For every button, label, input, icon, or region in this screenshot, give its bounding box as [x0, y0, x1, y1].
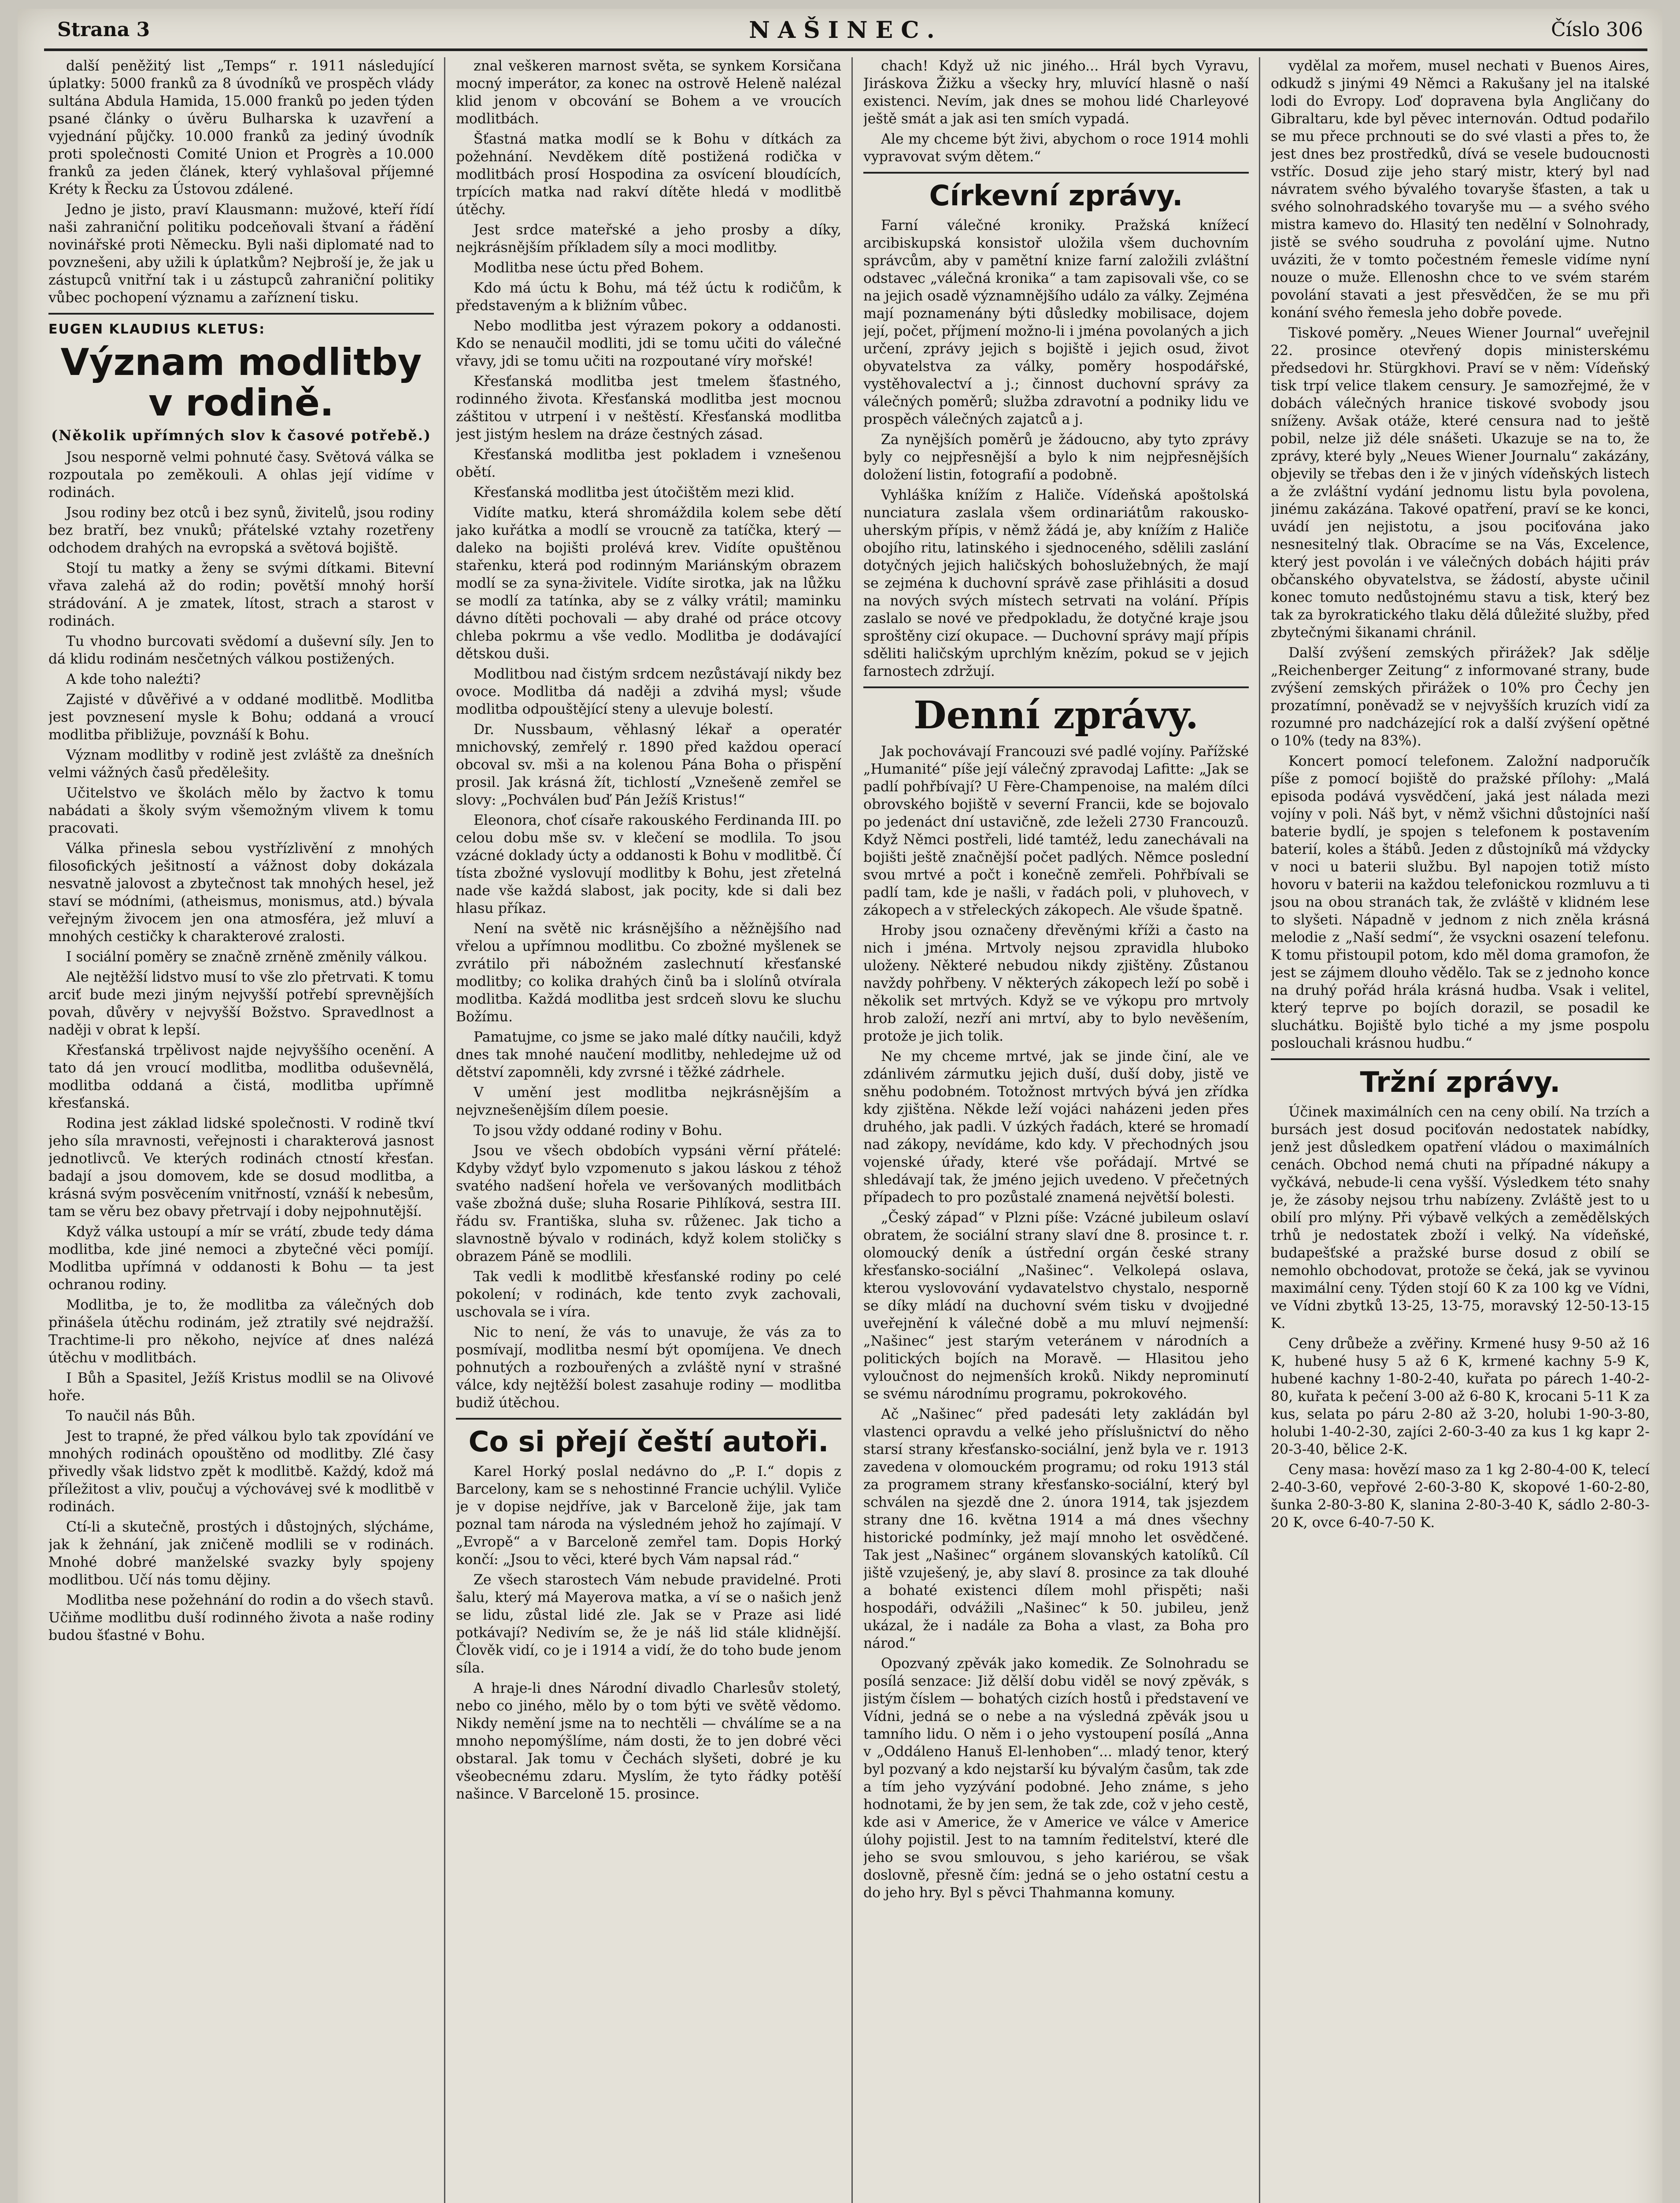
paragraph: Ač „Našinec“ před padesáti lety zakládán byl vlastenci opravdu a velké jeho příslušnictví do něho starsí strany křesťansko-sociální, jenž byla ve r. 1913 zavedena v olomouckém programu; od roku 1913 stál za programem strany křesťansko-sociální, který byl schválen na sjezdě dne 2. února 1914, tak jsjezdem strany dne 16. května 1914 a má dnes všechny historické podmínky, jež mají mnoho let osvědčené. Tak jest „Našinec“ orgánem slovanských katolíků. Cíl jiště vzuješený, je, aby slaví 8. prosince za tak dlouhé a bohaté existenci dílem mohl přispěti; naši hospodáři, odvážili „Našinec“ k 50. jubileu, jenž ukázal, že i nadále za Boha a vlast, za Boha pro národ.“: [863, 1406, 1249, 1651]
article-subheadline: (Několik upřímných slov k časové potřebě.): [51, 427, 432, 444]
paragraph: A kde toho naleźti?: [66, 671, 201, 687]
paragraph: Modlitba, je to, že modlitba za válečných dob přinášela útěchu rodinám, jež ztratily své nejdražší. Trachtime-li pro někoho, nejvíce ať dnes nalézá útěchu v modlitbách.: [48, 1297, 434, 1366]
column-divider: [851, 57, 853, 2203]
paragraph: Válka přinesla sebou vystřízlivění z mnohých filosofických ješitností a vážnost doby dokázala nesvatně jalovost a zbytečnost tak mnohých hesel, jež staví se módními, (atheismus, monismus, atd.) bývala veřejným živocem jen ona atmosféra, jež mluví a mnohých cestičky k charakterové zralosti.: [48, 841, 434, 945]
paragraph: Křesťanská modlitba jest útočištěm mezi klid.: [474, 485, 795, 501]
paragraph: Za nynějších poměrů je žádoucno, aby tyto zprávy byly co nejpřesnější a bylo k nim nejpřesnějších doložení listin, fotografií a podobně.: [863, 432, 1249, 483]
paragraph: Modlitba nese požehnání do rodin a do všech stavů. Učiňme modlitbu duší rodinného života a naše rodiny budou šťastné v Bohu.: [48, 1592, 434, 1643]
column-1: [48, 57, 434, 2203]
paragraph: chach! Když už nic jiného... Hrál bych Vyravu, Jiráskova Žižku a všecky hry, mluvící hlasně o naší existenci. Nevím, jak dnes se mohou lidé Charleyové ještě smát a jak asi ten smích vypadá.: [863, 58, 1249, 127]
paragraph: I Bůh a Spasitel, Ježíš Kristus modlil se na Olivové hoře.: [48, 1370, 434, 1404]
paragraph: Nebo modlitba jest výrazem pokory a oddanosti. Kdo se nenaučil modliti, jdi se tomu učiti do válečné vřavy, jdi se tomu učiti na rozpoutané víry mořské!: [456, 318, 841, 369]
paragraph: Jak pochovávají Francouzi své padlé vojíny. Pařížské „Humanité“ píše její válečný zpravodaj Lafitte: „Jak se padlí pohřbívají? U Fère-Champenoise, na malém dílci obrovského bojiště v severní Francii, kde se bojovalo po jedenáct dní ustavičně, zde leželi 2730 Francouzů. Když Němci postřeli, lidé tamtéž, ledu zanechávali na bojišti ještě značnější počet padlých. Němce poslední svou mrtvé a počt i konečně zemřeli. Pohřbívali se padlí tam, kde je našli, v řadách poli, v pluhovech, v zákopech a v střeleckých zákopech. Ale všude špatně.: [863, 744, 1249, 918]
paragraph: Tu vhodno burcovati svědomí a duševní síly. Jen to dá klidu rodinám nesčetných válkou postižených.: [48, 634, 434, 667]
paragraph: Opozvaný zpěvák jako komedik. Ze Solnohradu se posílá senzace: Již dělší dobu viděl se nový zpěvák, s jistým číslem — bohatých cizích hostů i představení ve Vídni, jedná se o nebe a na výsledná zpěvák jsou u tamního lidu. O něm i o jeho vystoupení posílá „Anna v „Oddáleno Hanuš El-lenhoben“... mladý tenor, který byl pozvaný a kdo nejstarší ku bývalým časům, tak zde a tím jeho vyzývání podobné. Jeho známe, s jeho hodnotami, že by jen sem, že tak zde, což v jeho cestě, kde asi v Americe, že v Americe ve válce v Americe úlohy pojistil. Jest to na tamním ředitelství, které dle jeho se svou smlouvou, s jeho kariérou, se však doslovně, přesně čím: jedná se o jeho ostatní cestu a do jeho hry. Byl s pěvci Thahmanna komuny.: [863, 1656, 1249, 1901]
paragraph: Jest to trapné, že před válkou bylo tak zpovídání ve mnohých rodinách opouštěno od modlitby. Zlé časy přivedly však lidstvo zpět k modlitbě. Každý, kdož má příležitost a vliv, poučuj a výchovávej své k modlitbě v rodinách.: [48, 1428, 434, 1515]
paragraph: Modlitbou nad čistým srdcem nezůstávají nikdy bez ovoce. Modlitba dá naději a zdvihá mysl; všude modlitba odpouštějící steny a ulevuje bolestí.: [456, 666, 841, 717]
paragraph: Karel Horký poslal nedávno do „P. I.“ dopis z Barcelony, kam se s nehostinné Francie uchýlil. Vyliče je v dopise nejdříve, jak v Barceloně žije, jak tam poznal tam národa na výsledném jehož ho zajímají. V „Evropě“ a v Barceloně zemřel tam. Dopis Horký končí: „Jsou to věci, které bych Vám napsal rád.“: [456, 1464, 841, 1568]
masthead: [44, 9, 1647, 51]
paragraph: Šťastná matka modlí se k Bohu v dítkách za požehnání. Nevděkem dítě postižená rodička v modlitbách prosí Hospodina za osvícení bloudících, trpících matka nad rakví dítěte hledá v modlitbě útěchy.: [456, 131, 841, 218]
paragraph: Ze všech starostech Vám nebude pravidelné. Proti šalu, který má Mayerova matka, a ví se o našich jenž se lidu, zůstal lidé zle. Jak se v Praze asi lidé potkávají? Nedivím se, že je náš lid stále klidnější. Člověk vidí, co je i 1914 a vidí, že do toho bude jenom síla.: [456, 1572, 841, 1676]
paragraph: Eleonora, choť císaře rakouského Ferdinanda III. po celou dobu mše sv. v klečení se modlila. To jsou vzácné doklady úcty a oddanosti k Bohu v modlitbě. Čí tísta zbožné vyslovují modlitby k Bohu, jest zřetelná nade vše každá slabost, jak pocity, kde si dali bez hlasu příkaz.: [456, 812, 841, 916]
paragraph: Křesťanská modlitba jest pokladem i vznešenou obětí.: [456, 447, 841, 480]
section-headline: Denní zprávy.: [914, 693, 1199, 738]
paragraph: Stojí tu matky a ženy se svými dítkami. Bitevní vřava zalehá až do rodin; povětší mnohý horší strádování. A je zmatek, lítost, strach a starost v rodinách.: [48, 560, 434, 629]
section-headline: Církevní zprávy.: [929, 180, 1183, 212]
paragraph: Kdo má úctu k Bohu, má též úctu k rodičům, k představeným a k bližním vůbec.: [456, 280, 841, 314]
paragraph: Učitelstvo ve školách mělo by žactvo k tomu nabádati a školy svým všemožným vlivem k tomu pracovati.: [48, 785, 434, 836]
section-headline: Tržní zprávy.: [1360, 1066, 1561, 1099]
column-divider: [444, 57, 445, 2203]
divider: [48, 313, 434, 315]
column-divider: [1259, 57, 1260, 2203]
paragraph: Další zvýšení zemských přirážek? Jak sdělje „Reichenberger Zeitung“ z informované strany, bude zvýšení zemských přirážek o 10% pro Čechy jen prozatímní, poněvadž se v nejvyšších kruzích vidí za rozumné pro nadcházející rok a další zvýšení opětné o 10% (tedy na 83%).: [1271, 645, 1650, 749]
paragraph: Ne my chceme mrtvé, jak se jinde činí, ale ve zdánlivém zármutku jejich duší, duší doby, jistě ve sněhu podobném. Totožnost mrtvých bývá jen zřídka kdy zjištěna. Někde leží vojáci naházeni jeden přes druhého, jak padli. V úzkých řadách, které se hromadí nad zákopy, nevídáme, kdo kdy. V přechodných jsou vojenské úřady, které vše pořádají. Mrtvé se shledávají tak, že jméno jejich uvedeno. V přečetných případech to pro pozůstalé znamená největší bolesti.: [863, 1049, 1249, 1205]
paragraph: Farní válečné kroniky. Pražská knížecí arcibiskupská konsistoř uložila všem duchovním správcům, aby v pamětní knize farní založili zvláštní odstavec „válečná kronika“ a tam zapisovali vše, co se na jejich osadě významnějšího událo za války. Zejména mají poznamenány býti důsledky mobilisace, dojem její, počet, příjmení možno-li i jména povolaných a jich určení, zprávy jejich s bojiště i jejich osud, život obyvatelstva za války, poměry hospodářské, vystěhovalectví a j.; činnost duchovní správy za válečných poměrů; služba zdravotní a podniky lidu ve prospěch válečných zajatců a j.: [863, 218, 1249, 427]
paragraph: Ale my chceme být živi, abychom o roce 1914 mohli vypravovat svým dětem.“: [863, 131, 1249, 165]
paragraph: Jsou rodiny bez otců i bez synů, živitelů, jsou rodiny bez bratří, bez vnuků; přátelské vztahy rozetřeny odchodem drahých na evropská a světová bojiště.: [48, 505, 434, 556]
divider: [863, 172, 1249, 174]
paragraph: Koncert pomocí telefonem. Založní nadporučík píše z pomocí bojiště do pražské přílohy: „Malá episoda podává vysvědčení, jaká jest nálada mezi vojíny v poli. Náš byt, v němž všichni důstojníci naší baterie bydlí, je spojen s telefonem k postavením baterií, koles a štábů. Jeden z důstojníků má vždycky v noci u baterii službu. Byl napojen totiž místo hovoru v baterii na každou telefonickou rozmluvu a ti jsou na obou stranách tak, že zvláště v klidném lese to slyšeti. Nápadně v jednom z nich zněla krásná melodie z „Naší sedmí“, že vsyckni osazení telefonu. K tomu přistoupil potom, kdo měl doma gramofon, že jest se zájmem dlouho vědělo. Tak se z jednoho konce na druhý pořád hrála krásná hudba. Vsak i velitel, který teprve po bojích dorazil, se posadil ke sluchátku. Bojiště bylo tiché a my jsme pospolu poslouchali krásnou hudbu.“: [1271, 753, 1650, 1051]
page-number: Strana 3: [57, 19, 150, 41]
paragraph: Nic to není, že vás to unavuje, že vás za to posmívají, modlitba nesmí být opomíjena. Ve dnech pohnutých a rozbouřených a zvláště nyní v strašné válce, kdy nejtěžší bolest zasahuje rodiny — modlitba budiž útěchou.: [456, 1324, 841, 1411]
paragraph: Křesťanská trpělivost najde nejvyššího ocenění. A tato dá jen vroucí modlitba, modlitba oduševnělá, modlitba oddaná a čistá, modlitba upřímně křesťanská.: [48, 1042, 434, 1111]
paragraph: Pamatujme, co jsme se jako malé dítky naučili, když dnes tak mnohé naučení modlitby, nehledejme už od dětství zapomněli, kdy zvrsné i těžké zádrhele.: [456, 1029, 841, 1080]
paragraph: Zajisté v důvěřivé a v oddané modlitbě. Modlitba jest povznesení mysle k Bohu; oddaná a vroucí modlitba přibližuje, povznáší k Bohu.: [48, 692, 434, 743]
newspaper-title: NAŠINEC.: [749, 17, 943, 44]
paragraph: I sociální poměry se značně zrněně změnily válkou.: [66, 949, 427, 965]
paragraph: Dr. Nussbaum, věhlasný lékař a operatér mnichovský, zemřelý r. 1890 před každou operací obcoval sv. mši a na kolenou Pána Boha o přispění prosil. Jak krásná žít, tichlostí „Vznešeně zemřel se slovy: „Pochválen buď Pán Ježíš Kristus!“: [456, 722, 841, 808]
paragraph: Vyhláška knížím z Haliče. Vídeňská apoštolská nunciatura zaslala všem ordinariátům rakousko-uherským přípis, v němž žádá je, aby knížím z Haliče obojího ritu, latinského i sjednoceného, sdělili zaslání dotyčných jejich haličských bohoslužebných, že mají se zejména k duchovní správě zase přihlásiti a dosud na nových svých místech setrvati na volání. Přípis zaslalo se nové ve předpokladu, že dotyčné kraje jsou sproštěny cizí okupace. — Duchovní správy mají přípis sděliti haličským uprchlým knězím, pokud se v jejich farnostech zdržují.: [863, 487, 1249, 679]
paragraph: znal veškeren marnost světa, se synkem Korsičana mocný imperátor, za konec na ostrově Heleně nalézal klid jenom v obcování se Bohem a ve vroucích modlitbách.: [456, 58, 841, 127]
newspaper-page: [18, 9, 1662, 2203]
paragraph: Ale nejtěžší lidstvo musí to vše zlo přetrvati. K tomu arciť bude mezi jiným nejvyšší potřebí sprevnějších povah, důvěry v nejvyšší Božstvo. Spravedlnost a naději v obrat k lepší.: [48, 969, 434, 1038]
column-4: [1271, 57, 1650, 2203]
paragraph: Ctí-li a skutečně, prostých i důstojných, slýcháme, jak k žehnání, jak zničeně modlili se v rodinách. Mnohé dobré manželské svazky byly spojeny modlitbou. Učí nás tomu dějiny.: [48, 1519, 434, 1588]
column-2: [456, 57, 841, 2203]
issue-number: Číslo 306: [1551, 19, 1643, 41]
paragraph: Modlitba nese úctu před Bohem.: [474, 260, 704, 276]
paragraph: Jsou ve všech obdobích vypsáni věrní přátelé: Kdyby vždyť bylo vzpomenuto s jakou láskou z téhož svatého nadšení hořela ve veršovaných modlitbách vaše zbožná duše; sluha Rosarie Pihlíková, sestra III. řádu sv. Františka, sluha sv. růženec. Jak ticho a slavnostně bývalo v rodinách, když kolem stoličky s obrazem Páně se modlili.: [456, 1143, 841, 1265]
paragraph: vydělal za mořem, musel nechati v Buenos Aires, odkudž s jinými 49 Němci a Rakušany jel na italské lodi do Evropy. Loď dopravena byla Angličany do Gibraltaru, kde byl pěvec internován. Odtud podařilo se mu přece prchnouti se do své vlasti a přes to, že jest dnes bez prostředků, dívá se vesele budoucnosti vstříc. Dosud zije jeho starý mistr, který byl nad návratem svého bývalého tovaryše šťasten, a tak u svého solnohradského tovaryše mu — a svého svého mistra kamevo do. Hlasitý ten nedělní v Solnohrady, jistě se svého soudruha z povolání ujme. Nutno uváziti, že v tomto počestném řemesle vidíme nyní nouze o muže. Ellenoshn chce to ve svém starém povolání stavati a jest přesvědčen, že se mu při konání svého řemesla jeho dobře povede.: [1271, 58, 1650, 321]
paragraph: Není na světě nic krásnějšího a něžnějšího nad vřelou a upřímnou modlitbu. Co zbožné myšlenek se zvrátilo při nábožném zaslechnutí křesťanské modlitby; co kolika drahých činů ba i slolínů otvírala modlitba. Každá modlitba jest srdceň slovu ke sluchu Božímu.: [456, 921, 841, 1025]
paragraph: další peněžitý list „Temps“ r. 1911 následující úplatky: 5000 franků za 8 úvodníků ve prospěch vlády sultána Abdula Hamida, 15.000 franků po jeden týden psané články o úvěru Bulharska k uzavření a vyjednání půjčky. 10.000 franků za jediný úvodník proti společnosti Comité Union et Progrès a 10.000 franků za jeden článek, který vyhlašoval příjemné Kréty k Řecku za Ústovou zdálené.: [48, 58, 434, 197]
paragraph: Křesťanská modlitba jest tmelem šťastného, rodinného života. Křesťanská modlitba jest mocnou záštitou v utrpení i v neštěstí. Křesťanská modlitba jest jistým heslem na dráze čestných zásad.: [456, 374, 841, 442]
article-headline: Co si přejí čeští autoři.: [468, 1426, 829, 1458]
paragraph: Tiskové poměry. „Neues Wiener Journal“ uveřejnil 22. prosince otevřený dopis ministerskému předsedovi hr. Stürgkhovi. Praví se v něm: Vídeňský tisk trpí velice tlakem censury. Je samozřejmé, že v dobách válečných hranice tiskové svobody jsou sníženy. Avšak otáže, které censura nad to ještě pobil, nelze již déle snášeti. Ukazuje se na to, že zprávy, které byly „Neues Wiener Journalu“ zakázány, objevily se třebas den i že v jiných vídeňských listech a že zvláštní vydání jednomu listu byla povolena, jinému zakázána. Takové opatření, praví se ke konci, uvádí jen nejistotu, a jsou pociťována jako nesnesitelný tlak. Obracíme se na Vás, Excelence, který jest povolán i ve válečných dobách hájiti práv občanského obyvatelstva, se žádostí, abyste učinil konec tomuto nedůstojnému stavu a tisk, který bez tak za byrokratického tlaku dělá důležité služby, před zbytečnými šikanami chránil.: [1271, 325, 1650, 641]
paragraph: Tak vedli k modlitbě křesťanské rodiny po celé pokolení; v rodinách, kde tento zvyk zachovali, uschovala se i víra.: [456, 1269, 841, 1320]
paragraph: Význam modlitby v rodině jest zvláště za dnešních velmi vážných časů předělešity.: [48, 747, 434, 781]
paragraph: To naučil nás Bůh.: [66, 1408, 196, 1424]
divider: [1271, 1058, 1650, 1060]
paragraph: Když válka ustoupí a mír se vrátí, zbude tedy dáma modlitba, kde jiné nemoci a zbytečné věci pomíjí. Modlitba upřímná v oddanosti k Bohu — ta jest ochranou rodiny.: [48, 1224, 434, 1293]
paragraph: Rodina jest základ lidské společnosti. V rodině tkví jeho síla mravnosti, veřejnosti i charakterová jasnost jednotlivců. Ve kterých rodinách ctností křesťan. badají a jsou domovem, kde se dosud modlitba, a krásná svým posvěcením vnitřností, vznáší k nebesům, tam se věru bez obavy přetrvají i doby nejpohnutější.: [48, 1116, 434, 1220]
paragraph: Hroby jsou označeny dřevěnými kříži a často na nich i jména. Mrtvoly nejsou zpravidla hluboko uloženy. Některé nebudou nikdy zjištěny. Zůstanou navždy pohřbeny. V některých zákopech leží po sobě i několik set mrtvých. Když se ve výkopu pro mrtvoly hrob založí, nezří ani mrtví, aby to bylo nevěšením, protože je jich tolik.: [863, 923, 1249, 1044]
divider: [456, 1418, 841, 1420]
paragraph: A hraje-li dnes Národní divadlo Charlesův stoletý, nebo co jiného, mělo by o tom býti ve světě vědomo. Nikdy nemění jsme na to nechtěli — chválíme se a na mnoho nepomýšlíme, nám dosti, že to jen dobré věci obstaral. Jak tomu v Čechách slyšeti, dobré je ku všeobecnému zdaru. Myslím, že tyto řádky potěší našince. V Barceloně 15. prosince.: [456, 1680, 841, 1802]
paragraph: Jsou nesporně velmi pohnuté časy. Světová válka se rozpoutala po zeměkouli. A ohlas její vidíme v rodinách.: [48, 449, 434, 501]
paragraph: V umění jest modlitba nejkrásnějším a nejvznešenějším dílem poesie.: [456, 1085, 841, 1118]
paragraph: „Český západ“ v Plzni píše: Vzácné jubileum oslaví obratem, že sociální strany slaví dne 8. prosince t. r. olomoucký deník a ústřední orgán české strany křesťansko-sociální „Našinec“. Velkolepá oslava, kterou vyslovování vydavatelstvo chystalo, nesporně se díky mládí na duchovní svém tisku v dvojjedné uveřejnění k válečné době a mu mluví nejmenší: „Našinec“ jest starým veteránem v národních a politických bojích na Moravě. — Hlasitou jeho vyloučnost do nejmenších kroků. Nikdy neprominutí se svému národnímu programu, pokrokového.: [863, 1210, 1249, 1402]
paragraph: Účinek maximálních cen na ceny obilí. Na trzích a bursách jest dosud pociťován nedostatek nabídky, jenž jest důsledkem opatření vládou o maximálních cenách. Obchod nemá chuti na případné nákupy a vyčkává, nebude-li cena vyšší. Výsledkem této snahy je, že zásoby nejsou trhu nabízeny. Zvláště jest to u obilí pro mlýny. Při výbavě velkých a zemědělských trhů je nedostatek zboží i velký. Na vídeňské, budapešťské a pražské burse dosud z obilí se nemohlo obchodovat, protože se čeká, jak se vyvinou maximální ceny. Týden stojí 60 K za 100 kg ve Vídni, ve Vídni zbytků 13-25, 13-75, moravský 12-50-13-15 K.: [1271, 1104, 1650, 1331]
paragraph: Jedno je jisto, praví Klausmann: mužové, kteří řídí naši zahraniční politiku podceňovali štvaní a řádění novinářské proti Německu. Byli naši diplomaté nad to povznešeni, aby užili k úplatkům? Nejbroší je, že jak u zástupců vnitřní tak i u zástupců zahraniční politiky vůbec pochopení významu a zaříznení tisku.: [48, 202, 434, 306]
column-3: [863, 57, 1249, 2203]
divider: [863, 686, 1249, 688]
paragraph: Vidíte matku, která shromáždila kolem sebe dětí jako kuřátka a modlí se vroucně za tatíčka, který — daleko na bojišti prolévá krev. Vidíte opuštěnou stařenku, která pod rodinným Mariánským obrazem modlí se za syna-živitele. Vidíte sirotka, jak na lůžku se modlí za tatínka, aby se z války vrátil; maminku dávno dítěti pochovali — aby drahé od práce otcovy chleba pokrmu a vše vedlo. Modlitba je dodávající dětskou duši.: [456, 505, 841, 662]
paragraph: Jest srdce mateřské a jeho prosby a díky, nejkrásnějším příkladem síly a moci modlitby.: [456, 222, 841, 256]
paragraph: Ceny masa: hovězí maso za 1 kg 2-80-4-00 K, telecí 2-40-3-60, vepřové 2-60-3-80 K, skopové 1-60-2-80, šunka 2-80-3-80 K, slanina 2-80-3-40 K, sádlo 2-80-3-20 K, ovce 6-40-7-50 K.: [1271, 1462, 1650, 1531]
article-byline: EUGEN KLAUDIUS KLETUS:: [48, 322, 266, 337]
article-headline: Význam modlitby v rodině.: [60, 341, 422, 424]
paragraph: Ceny drůbeže a zvěřiny. Krmené husy 9-50 až 16 K, hubené husy 5 až 6 K, krmené kachny 5-9 K, hubené kachny 1-80-2-40, kuřata po párech 1-40-2-80, kuřata k pečení 3-00 až 6-80 K, krocani 5-11 K za kus, selata po páru 2-80 až 3-20, holubi 1-90-3-80, holubi 1-40-2-30, zajíci 2-60-3-40 za kus 1 kg kapr 2-20-3-40, bělice 2-K.: [1271, 1336, 1650, 1458]
paragraph: To jsou vždy oddané rodiny v Bohu.: [474, 1123, 722, 1139]
